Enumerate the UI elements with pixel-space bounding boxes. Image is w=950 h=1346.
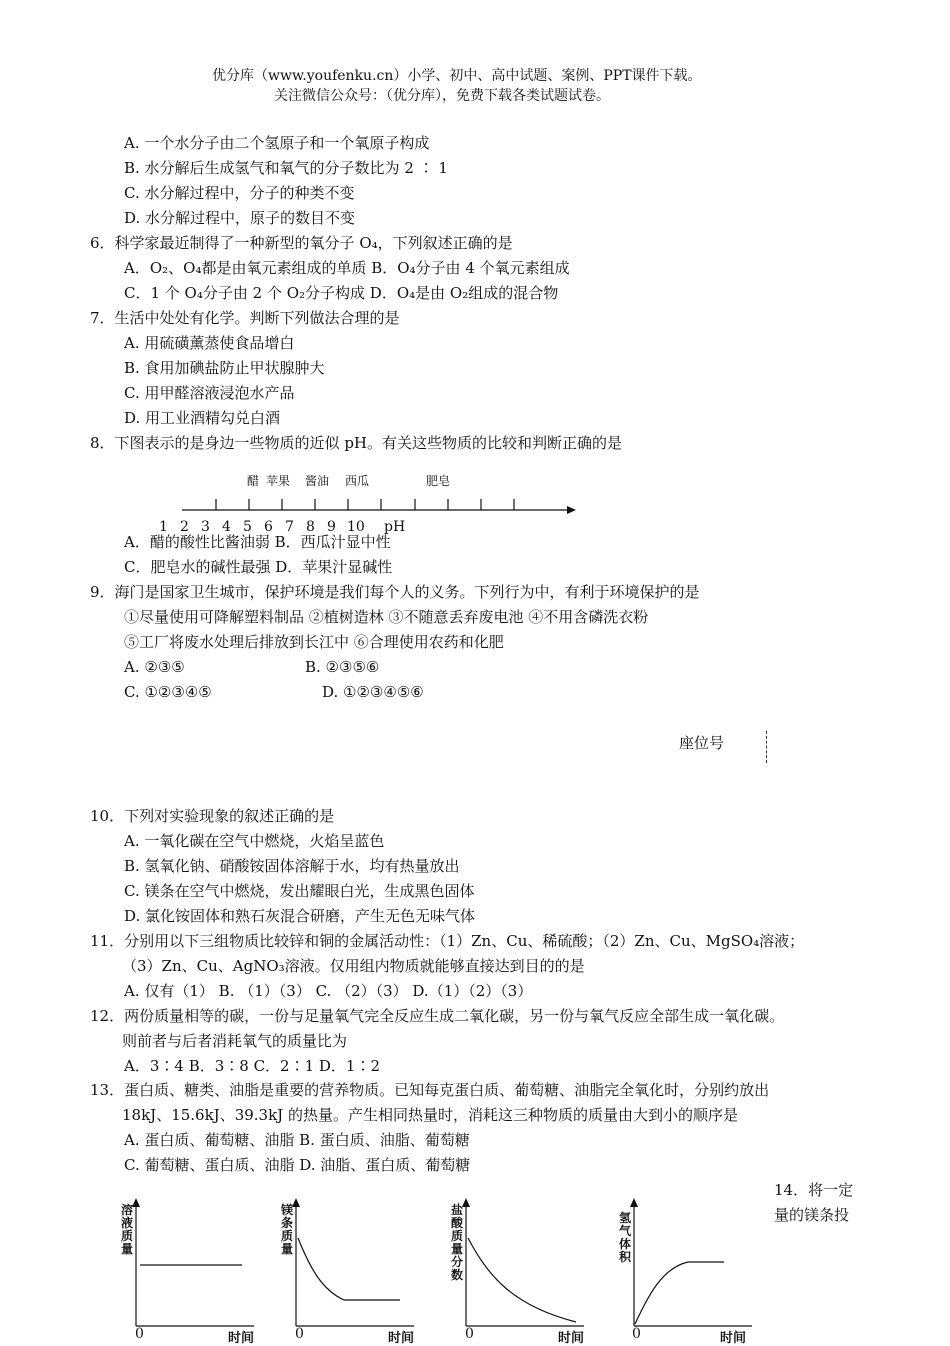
ph-tick-5: 5	[243, 519, 252, 535]
header-line-2: 关注微信公众号：（优分库），免费下载各类试题试卷。	[274, 88, 610, 104]
header-line-1: 优分库（www.youfenku.cn）小学、初中、高中试题、案例、PPT课件下载。	[212, 68, 702, 84]
q6-stem: 6．科学家最近制得了一种新型的氧分子 O₄，下列叙述正确的是	[90, 234, 513, 252]
q13-stem-2: 18kJ、15.6kJ、39.3kJ 的热量。产生相同热量时，消耗这三种物质的质量由大到小的顺序是	[122, 1106, 738, 1124]
q9-option-d: D. ①②③④⑤⑥	[322, 683, 424, 701]
q14-line-1: 14．将一定	[774, 1181, 854, 1199]
q10-stem: 10．下列对实验现象的叙述正确的是	[90, 807, 335, 825]
ph-label-watermelon: 西瓜	[345, 474, 370, 488]
q13-options-ab: A. 蛋白质、葡萄糖、油脂 B. 蛋白质、油脂、葡萄糖	[124, 1131, 470, 1149]
q9-items-1: ①尽量使用可降解塑料制品 ②植树造林 ③不随意丢弃废电池 ④不用含磷洗衣粉	[124, 608, 649, 626]
graph3-xlabel: 时间	[558, 1331, 585, 1346]
ph-scale-axis	[178, 494, 580, 518]
q5-option-d: D. 水分解过程中，原子的数目不变	[124, 209, 356, 227]
q8-options-cd: C．肥皂水的碱性最强 D．苹果汁显碱性	[124, 558, 393, 576]
q13-options-cd: C. 葡萄糖、蛋白质、油脂 D. 油脂、蛋白质、葡萄糖	[124, 1156, 471, 1174]
q13-stem: 13．蛋白质、糖类、油脂是重要的营养物质。已知每克蛋白质、葡萄糖、油脂完全氧化时，分别约放出	[90, 1081, 770, 1099]
q5-option-b: B. 水分解后生成氢气和氧气的分子数比为 2 ∶ 1	[124, 159, 448, 177]
ph-tick-8: 8	[306, 519, 315, 535]
q12-options: A．3∶4 B．3∶8 C．2∶1 D．1∶2	[124, 1057, 381, 1075]
graph1-ylabel: 溶液质量	[120, 1203, 133, 1256]
q7-option-d: D. 用工业酒精勾兑白酒	[124, 409, 281, 427]
graph3-curve	[468, 1238, 576, 1322]
q6-options-ab: A．O₂、O₄都是由氧元素组成的单质 B．O₄分子由 4 个氧元素组成	[124, 259, 570, 277]
q11-stem-2: （3）Zn、Cu、AgNO₃溶液。仅用组内物质就能够直接达到目的的是	[122, 957, 585, 975]
graph3-origin: 0	[465, 1326, 474, 1342]
q11-options: A. 仅有（1） B. （1）（3） C. （2）（3） D.（1）（2）（3）	[124, 982, 533, 1000]
ph-tick-1: 1	[159, 519, 168, 535]
ph-tick-10: 10	[347, 519, 365, 535]
q10-option-c: C. 镁条在空气中燃烧，发出耀眼白光，生成黑色固体	[124, 882, 475, 900]
q10-option-b: B. 氢氧化钠、硝酸铵固体溶解于水，均有热量放出	[124, 857, 460, 875]
ph-label-vinegar: 醋	[247, 474, 260, 488]
graph1-origin: 0	[135, 1326, 144, 1342]
q7-stem: 7．生活中处处有化学。判断下列做法合理的是	[90, 309, 400, 327]
q9-option-a: A. ②③⑤	[124, 658, 185, 676]
ph-tick-3: 3	[201, 519, 210, 535]
graph4-xlabel: 时间	[720, 1331, 747, 1346]
graph4-origin: 0	[632, 1326, 641, 1342]
graph2-ylabel: 镁条质量	[280, 1203, 293, 1256]
graph2-origin: 0	[295, 1326, 304, 1342]
graph4-curve	[635, 1262, 724, 1324]
q11-stem: 11．分别用以下三组物质比较锌和铜的金属活动性：（1）Zn、Cu、稀硫酸；（2）Zn、Cu、MgSO₄溶液；	[90, 932, 805, 950]
ph-tick-2: 2	[180, 519, 189, 535]
q9-option-b: B. ②③⑤⑥	[305, 658, 380, 676]
ph-tick-9: 9	[327, 519, 336, 535]
graph1-xlabel: 时间	[228, 1331, 255, 1346]
q10-option-d: D. 氯化铵固体和熟石灰混合研磨，产生无色无味气体	[124, 907, 476, 925]
ph-label-apple: 苹果	[266, 474, 291, 488]
q9-stem: 9．海门是国家卫生城市，保护环境是我们每个人的义务。下列行为中，有利于环境保护的是	[90, 583, 700, 601]
graph2-curve	[298, 1238, 400, 1300]
q9-items-2: ⑤工厂将废水处理后排放到长江中 ⑥合理使用农药和化肥	[124, 633, 504, 651]
q7-option-c: C. 用甲醛溶液浸泡水产品	[124, 384, 295, 402]
graph2-magnesium-mass	[288, 1196, 418, 1330]
q6-options-cd: C．1 个 O₄分子由 2 个 O₂分子构成 D．O₄是由 O₂组成的混合物	[124, 284, 559, 302]
ph-tick-6: 6	[264, 519, 273, 535]
seat-number-label: 座位号	[679, 734, 725, 752]
q12-stem: 12．两份质量相等的碳，一份与足量氧气完全反应生成二氧化碳，另一份与氧气反应全部生成一氧化碳。	[90, 1007, 785, 1025]
graph1-solution-mass	[128, 1196, 258, 1330]
ph-tick-4: 4	[222, 519, 231, 535]
ph-tick-7: 7	[285, 519, 294, 535]
q8-options-ab: A．醋的酸性比酱油弱 B．西瓜汁显中性	[124, 533, 391, 551]
ph-unit: pH	[384, 519, 406, 535]
graph4-hydrogen-volume	[626, 1196, 756, 1330]
q12-stem-2: 则前者与后者消耗氧气的质量比为	[122, 1032, 348, 1050]
q7-option-b: B. 食用加碘盐防止甲状腺肿大	[124, 359, 325, 377]
q8-stem: 8．下图表示的是身边一些物质的近似 pH。有关这些物质的比较和判断正确的是	[90, 434, 622, 452]
q9-option-c: C. ①②③④⑤	[124, 683, 212, 701]
q5-option-a: A. 一个水分子由二个氢原子和一个氧原子构成	[124, 134, 430, 152]
seat-divider	[766, 731, 767, 763]
q5-option-c: C. 水分解过程中，分子的种类不变	[124, 184, 355, 202]
q10-option-a: A. 一氧化碳在空气中燃烧，火焰呈蓝色	[124, 832, 385, 850]
graph2-xlabel: 时间	[388, 1331, 415, 1346]
ph-label-soy-sauce: 酱油	[305, 474, 330, 488]
ph-label-soap: 肥皂	[426, 474, 451, 488]
q14-line-2: 量的镁条投	[774, 1206, 850, 1224]
graph3-ylabel: 盐酸质量分数	[450, 1203, 463, 1282]
q7-option-a: A. 用硫磺薰蒸使食品增白	[124, 334, 295, 352]
graph3-acid-fraction	[458, 1196, 588, 1330]
graph4-ylabel: 氢气体积	[618, 1211, 631, 1264]
